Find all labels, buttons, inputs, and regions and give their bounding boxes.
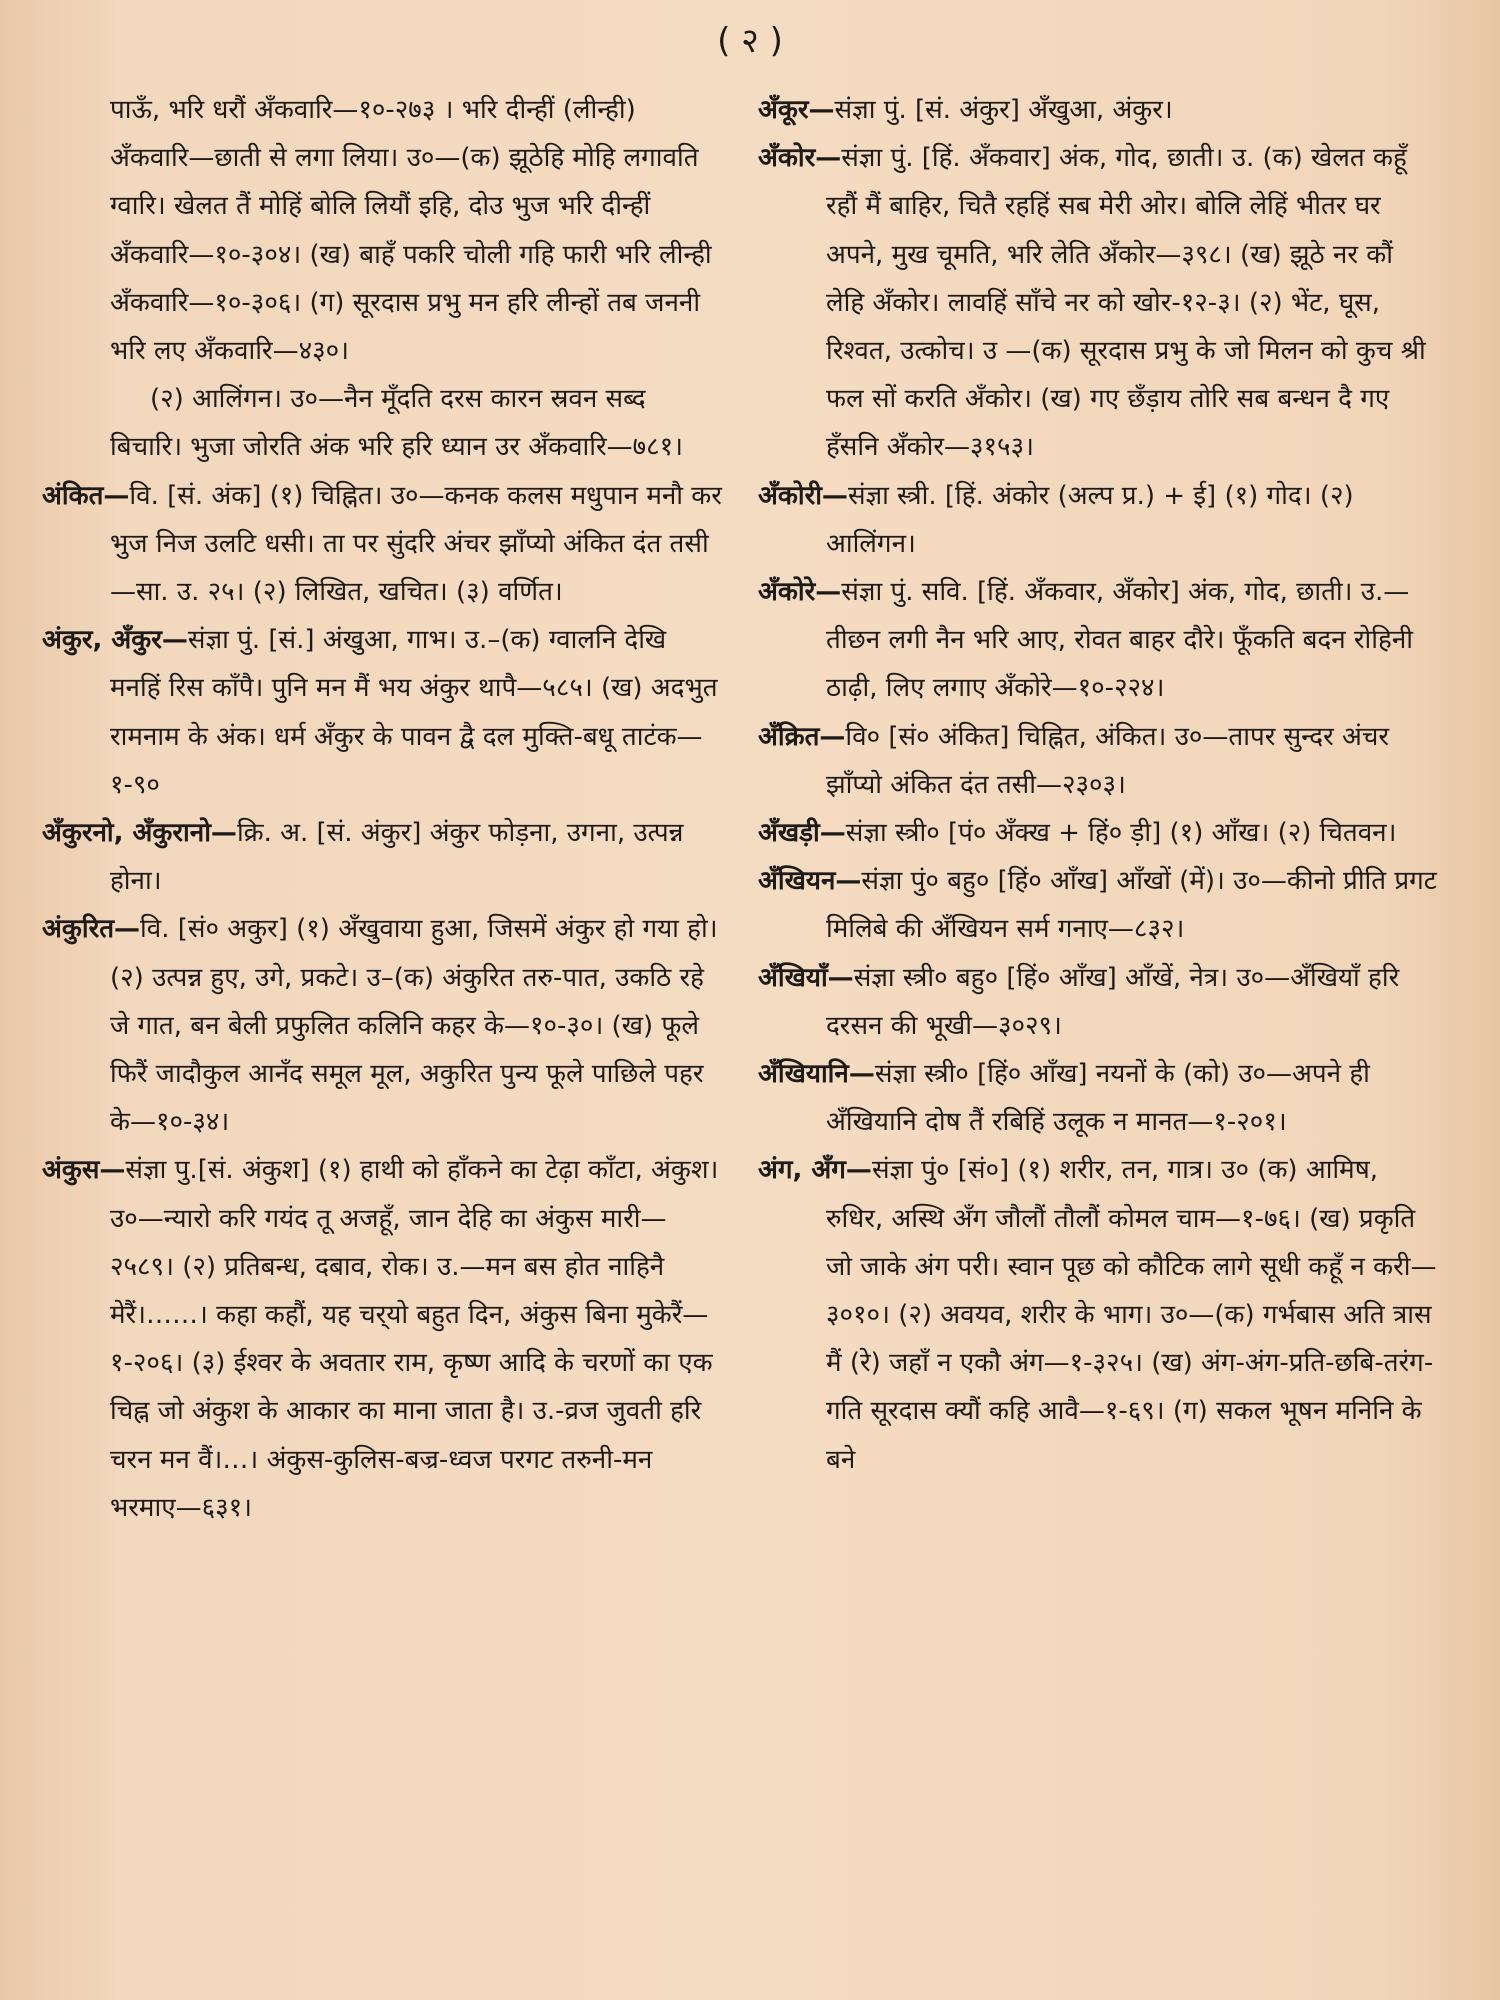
dictionary-entry [758,568,1438,713]
dictionary-entry [42,375,722,471]
entry-text: संज्ञा पुं. सवि. [हिं. अँकवार, अँकोर] अंक, गोद, छाती। उ.—तीछन लगी नैन भरि आए, रोवत बाहर दौरे। फूँकति बदन रोहिनी ठाढ़ी, लिए लगाए अँकोरे—१०-२२४। [826,577,1413,704]
dictionary-entry [758,472,1438,568]
entry-headword: अंकुस— [42,1155,126,1186]
dictionary-entry [758,809,1438,857]
dictionary-entry [758,1050,1438,1146]
dictionary-entry [758,86,1438,134]
entry-text: वि० [सं० अंकित] चिह्नित, अंकित। उ०—तापर सुन्दर अंचर झाँप्यो अंकित दंत तसी—२३०३। [826,721,1389,800]
entry-text: संज्ञा पुं० बहु० [हिं० आँख] आँखों (में)। उ०—कीनो प्रीति प्रगट मिलिबे की अँखियन सर्म गनाए—८३२। [826,866,1437,945]
dictionary-entry [758,954,1438,1050]
dictionary-entry [42,616,722,809]
entry-headword: अँकोरी— [758,480,848,511]
entry-headword: अँखियानि— [758,1059,875,1090]
dictionary-entry [758,1146,1438,1483]
dictionary-entry [758,713,1438,809]
entry-text: क्रि. अ. [सं. अंकुर] अंकुर फोड़ना, उगना, उत्पन्न होना। [110,818,684,897]
right-column [758,86,1438,1484]
entry-headword: अँकोर— [758,143,842,174]
entry-text: संज्ञा पुं. [हिं. अँकवार] अंक, गोद, छाती। उ. (क) खेलत कहूँ रहौं मैं बाहिर, चितै रहहिं सब मेरी ओर। बोलि लेहिं भीतर घर अपने, मुख चूमति, भरि लेति अँकोर—३९८। (ख) झूठे नर कौं लेहि अँकोर। लावहिं साँचे नर को खोर-१२-३। (२) भेंट, घूस, रिश्वत, उत्कोच। उ —(क) सूरदास प्रभु के जो मिलन को कुच श्री फल सों करति अँकोर। (ख) गए छँड़ाय तोरि सब बन्धन दै गए हँसनि अँकोर—३१५३। [826,143,1426,463]
entry-text: संज्ञा पुं० [सं०] (१) शरीर, तन, गात्र। उ० (क) आमिष, रुधिर, अस्थि अँग जौलौं तौलौं कोमल चाम—१-७६। (ख) प्रकृति जो जाके अंग परी। स्वान पूछ को कौटिक लागे सूधी कहूँ न करी—३०१०। (२) अवयव, शरीर के भाग। उ०—(क) गर्भबास अति त्रास मैं (रे) जहाँ न एकौ अंग—१-३२५। (ख) अंग-अंग-प्रति-छबि-तरंग-गति सूरदास क्यौं कहि आवै—१-६९। (ग) सकल भूषन मनिनि के बने [826,1155,1437,1475]
page-number: ( २ ) [717,21,783,61]
entry-headword: अँखियन— [758,866,862,897]
entry-text: पाऊँ, भरि धरौं अँकवारि—१०-२७३ । भरि दीन्हीं (लीन्ही) अँकवारि—छाती से लगा लिया। उ०—(क) झूठेहि मोहि लगावति ग्वारि। खेलत तैं मोहिं बोलि लियौं इहि, दोउ भुज भरि दीन्हीं अँकवारि—१०-३०४। (ख) बाहँ पकरि चोली गहि फारी भरि लीन्ही अँकवारि—१०-३०६। (ग) सूरदास प्रभु मन हरि लीन्हों तब जननी भरि लए अँकवारि—४३०। [110,95,712,367]
dictionary-entry [758,857,1438,953]
entry-text: वि. [सं० अकुर] (१) अँखुवाया हुआ, जिसमें अंकुर हो गया हो। (२) उत्पन्न हुए, उगे, प्रकटे। उ–(क) अंकुरित तरु-पात, उकठि रहे जे गात, बन बेली प्रफुलित कलिनि कहर के—१०-३०। (ख) फूले फिरैं जादौकुल आनँद समूल मूल, अकुरित पुन्य फूले पाछिले पहर के—१०-३४। [110,914,718,1138]
entry-text: संज्ञा स्त्री० [हिं० आँख] नयनों के (को) उ०—अपने ही अँखियानि दोष तैं रबिहिं उलूक न मानत—१-२०१। [826,1059,1370,1138]
dictionary-entry [42,1146,722,1532]
dictionary-entry [42,809,722,905]
entry-headword: अँकुरनो, अँकुरानो— [42,818,237,849]
dictionary-entry [42,472,722,617]
dictionary-entry [758,134,1438,471]
entry-text: संज्ञा स्त्री० [पं० अँक्ख + हिं० ड़ी] (१) आँख। (२) चितवन। [845,818,1397,849]
dictionary-entry [42,86,722,375]
entry-headword: अंकुरित— [42,914,141,945]
entry-text: संज्ञा पु.[सं. अंकुश] (१) हाथी को हाँकने का टेढ़ा काँटा, अंकुश। उ०—न्यारो करि गयंद तू अजहूँ, जान देहि का अंकुस मा‍री—२५८९। (२) प्रतिबन्ध, दबाव, रोक। उ.—मन बस होत नाहिनै मेरैं।……। कहा कहौं, यह चर्‌यो बहुत दिन, अंकुस बिना मुकेरैं—१-२०६। (३) ईश्वर के अवतार राम, कृष्ण आदि के चरणों का एक चिह्न जो अंकुश के आकार का माना जाता है। उ.-व्रज जुवती हरि चरन मन वैं।…। अंकुस-कुलिस-बज्र-ध्वज परगट तरुनी-मन भरमाए—६३१। [110,1155,719,1523]
entry-text: (२) आलिंगन। उ०—नैन मूँदति दरस कारन स्रवन सब्द बिचारि। भुजा जोरति अंक भरि हरि ध्यान उर अँकवारि—७८१। [110,384,684,463]
entry-text: संज्ञा पुं. [सं.] अंखुआ, गाभ। उ.–(क) ग्वालनि देखि मनहिं रिस काँपै। पुनि मन मैं भय अंकुर थापै—५८५। (ख) अदभुत रामनाम के अंक। धर्म अँकुर के पावन द्वै दल मुक्ति-बधू ताटंक—१-९० [110,625,718,800]
left-column [42,86,722,1532]
entry-headword: अँकूर— [758,95,835,125]
entry-headword: अँकोरे— [758,577,842,608]
entry-text: संज्ञा स्त्री० बहु० [हिं० आँख] आँखें, नेत्र। उ०—अँखियाँ हरि दरसन की भूखी—३०२९। [826,962,1400,1041]
entry-headword: अंकुर, अँकुर— [42,625,188,656]
entry-text: संज्ञा पुं. [सं. अंकुर] अँखुआ, अंकुर। [834,95,1173,125]
entry-headword: अंग, अँग— [758,1155,872,1186]
entry-headword: अँखड़ी— [758,818,846,849]
entry-headword: अँक्रित— [758,721,846,752]
entry-headword: अंकित— [42,480,130,511]
entry-headword: अँखियाँ— [758,962,854,993]
entry-text: वि. [सं. अंक] (१) चिह्नित। उ०—कनक कलस मधुपान मनौ कर भुज निज उलटि धसी। ता पर सुंदरि अंचर झाँप्यो अंकित दंत तसी—सा. उ. २५। (२) लिखित, खचित। (३) वर्णित। [110,480,722,608]
dictionary-entry [42,905,722,1146]
entry-text: संज्ञा स्त्री. [हिं. अंकोर (अल्प प्र.) + ई] (१) गोद। (२) आलिंगन। [826,480,1354,559]
